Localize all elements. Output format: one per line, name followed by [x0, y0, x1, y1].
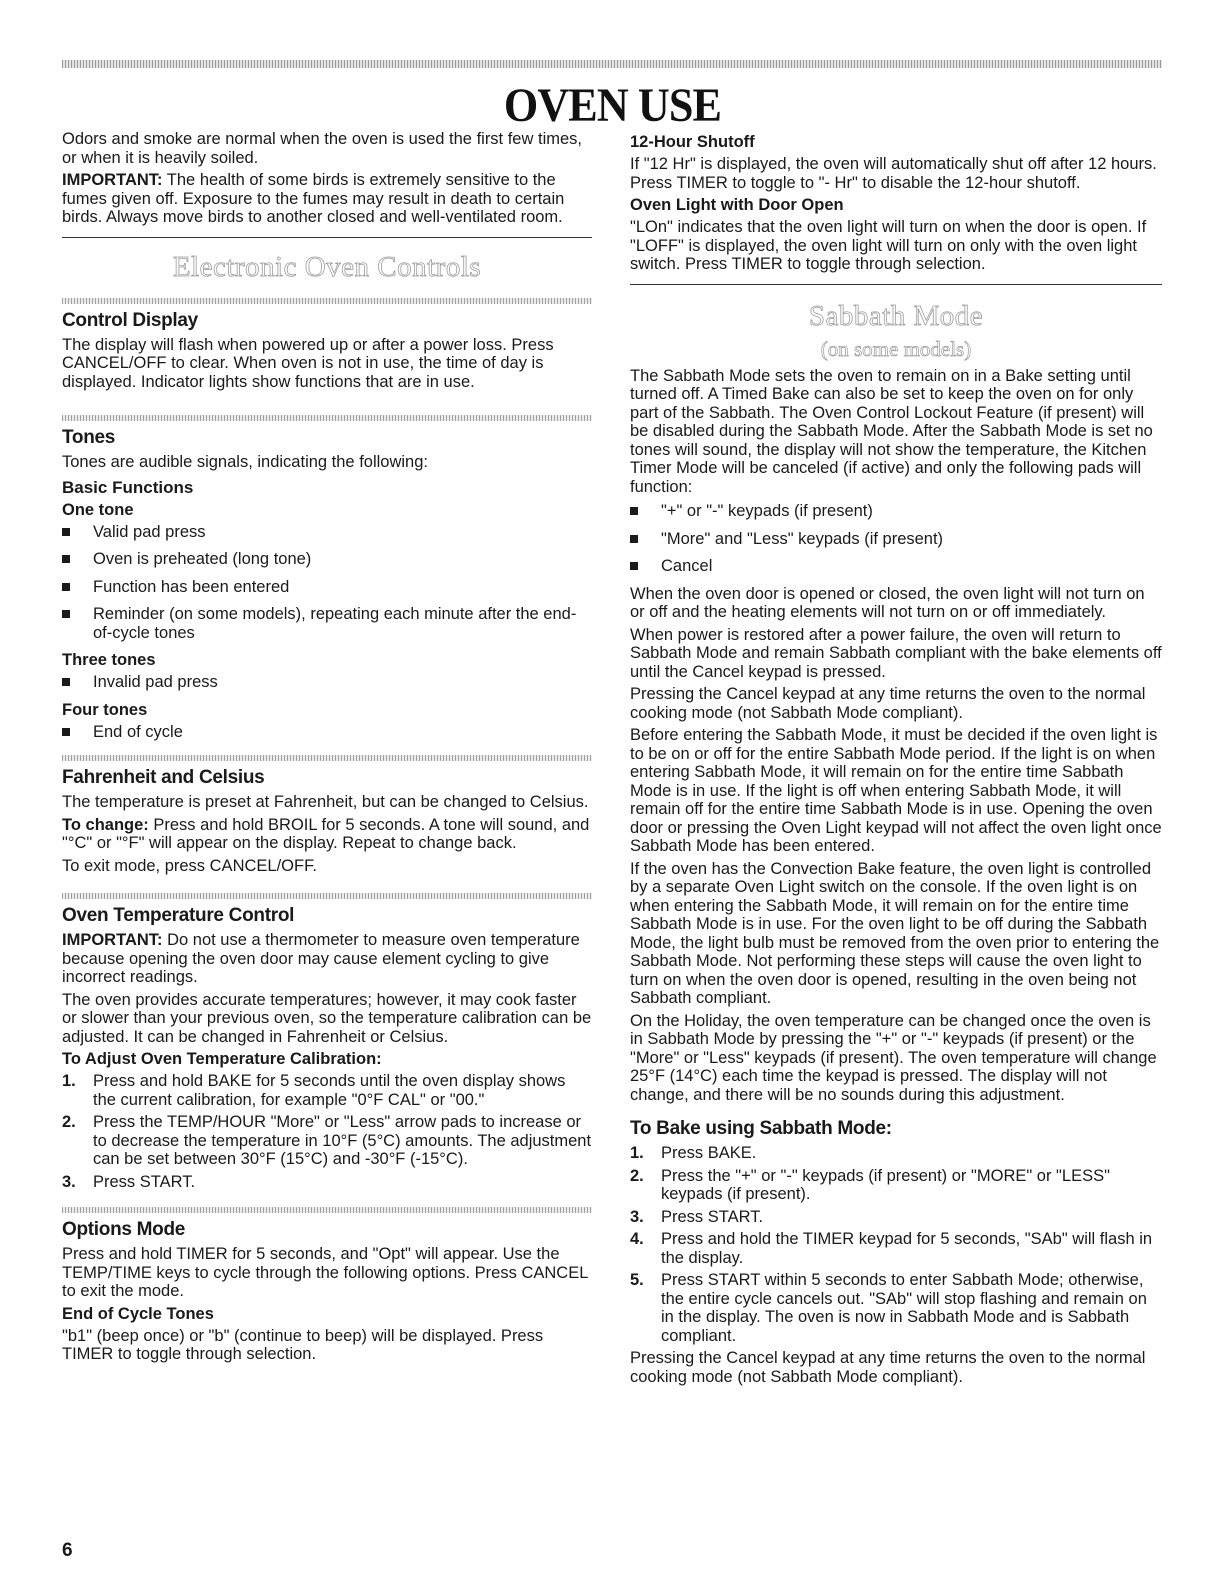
- dotted-divider: [62, 755, 592, 761]
- bullet-icon: [62, 583, 70, 591]
- sabbath-paragraph: When the oven door is opened or closed, the oven light will not turn on or off and the heating elements will not turn on or off immediately.: [630, 584, 1145, 621]
- page-title: OVEN USE: [503, 79, 722, 132]
- end-cycle-text: "b1" (beep once) or "b" (continue to beep) will be displayed. Press TIMER to toggle through selection.: [62, 1326, 544, 1363]
- control-display-text: The display will flash when powered up or after a power loss. Press CANCEL/OFF to clear. When oven is not in use, the time of day is displayed. Indicator lights show functions that are in use.: [62, 335, 554, 391]
- one-tone-heading: One tone: [62, 500, 134, 519]
- dotted-divider: [62, 298, 592, 304]
- list-item: Invalid pad press: [62, 673, 592, 692]
- sabbath-mode-subtitle: (on some models): [820, 336, 972, 361]
- sabbath-mode-title: Sabbath Mode: [808, 299, 984, 332]
- bullet-icon: [62, 678, 70, 686]
- dotted-divider: [62, 893, 592, 899]
- basic-functions-heading: Basic Functions: [62, 477, 194, 497]
- control-display-heading: Control Display: [62, 309, 198, 331]
- electronic-controls-title: Electronic Oven Controls: [172, 250, 482, 283]
- important-paragraph: [62, 171, 592, 227]
- sabbath-paragraph: Before entering the Sabbath Mode, it must be decided if the oven light is to be on or off for the entire Sabbath Mode period. If the light is on when entering Sabbath Mode, it will remain on for the entire time Sabbath Mode is in use. If the light is off when entering Sabbath Mode, it will remain off for the entire time Sabbath Mode is in use. Opening the oven door or pressing the Oven Light keypad will not affect the oven light once Sabbath Mode has been entered.: [630, 726, 1162, 855]
- end-cycle-heading: End of Cycle Tones: [62, 1304, 214, 1323]
- step-item: 5. Press START within 5 seconds to enter Sabbath Mode; otherwise, the entire cycle cancels out. "SAb" will stop flashing and remain on in the display. The oven is now in Sabbath Mode and is Sabbath compliant.: [630, 1271, 1147, 1345]
- exit-mode-text: To exit mode, press CANCEL/OFF.: [62, 856, 317, 875]
- top-rule: [62, 60, 1162, 68]
- list-item: End of cycle: [62, 723, 592, 742]
- dotted-divider: [62, 1207, 592, 1213]
- bullet-icon: [630, 507, 638, 515]
- light-door-heading: Oven Light with Door Open: [630, 196, 844, 214]
- step-item: 1. Press BAKE.: [630, 1144, 757, 1162]
- step-item: 2. Press the "+" or "-" keypads (if present) or "MORE" or "LESS" keypads (if present).: [630, 1166, 1110, 1203]
- options-mode-text: Press and hold TIMER for 5 seconds, and "Opt" will appear. Use the TEMP/TIME keys to cycle through the following options. Press CANCEL to exit the mode.: [62, 1245, 588, 1300]
- bullet-icon: [630, 535, 638, 543]
- oven-temp-heading: Oven Temperature Control: [62, 905, 295, 926]
- step-item: 3. Press START.: [62, 1172, 196, 1191]
- step-item: 3. Press START.: [630, 1207, 764, 1226]
- bullet-icon: [62, 610, 70, 618]
- options-mode-heading: Options Mode: [62, 1219, 186, 1240]
- three-tones-list: [62, 673, 592, 692]
- oven-temp-text: The oven provides accurate temperatures; however, it may cook faster or slower than your previous oven, so the temperature calibration can be adjusted. It can be changed in Fahrenheit or Celsius.: [62, 990, 592, 1046]
- section-rule: [62, 237, 592, 238]
- list-item: "+" or "-" keypads (if present): [630, 502, 1162, 521]
- list-item: "More" and "Less" keypads (if present): [630, 530, 1162, 549]
- tones-heading: Tones: [62, 427, 116, 448]
- bullet-icon: [630, 562, 638, 570]
- list-item: Oven is preheated (long tone): [62, 550, 592, 569]
- sabbath-paragraph: On the Holiday, the oven temperature can be changed once the oven is in Sabbath Mode by pressing the "+" or "-" keypads (if present) or the "More" or "Less" keypads (if present). The oven temperature will change 25°F (14°C) each time the keypad is pressed. The display will not change, and there will be no sounds during this adjustment.: [630, 1011, 1157, 1104]
- section-rule: [630, 284, 1162, 285]
- step-item: 4. Press and hold the TIMER keypad for 5 seconds, "SAb" will flash in the display.: [630, 1230, 1153, 1267]
- list-item: Function has been entered: [62, 578, 592, 597]
- shutoff-text: If "12 Hr" is displayed, the oven will automatically shut off after 12 hours. Press TIMER to toggle to "- Hr" to disable the 12-hour shutoff.: [630, 155, 1157, 192]
- important-label: IMPORTANT:: [62, 171, 163, 189]
- light-door-text: "LOn" indicates that the oven light will turn on when the door is open. If "LOFF" is displayed, the oven light will turn on only with the oven light switch. Press TIMER to toggle through selection.: [630, 218, 1147, 273]
- oven-temp-important: IMPORTANT: Do not use a thermometer to measure oven temperature because opening the oven door may cause element cycling to give incorrect readings.: [62, 931, 580, 986]
- intro-paragraph: Odors and smoke are normal when the oven is used the first few times, or when it is heavily soiled.: [62, 130, 582, 167]
- calibration-steps: [62, 1072, 592, 1191]
- left-column: [62, 130, 592, 1368]
- page-number: 6: [62, 1540, 73, 1561]
- four-tones-heading: Four tones: [62, 700, 148, 719]
- three-tones-heading: Three tones: [62, 651, 156, 669]
- list-item: Valid pad press: [62, 523, 592, 542]
- four-tones-list: [62, 723, 592, 742]
- list-item: Cancel: [630, 557, 1162, 576]
- right-column: [630, 130, 1162, 1390]
- tones-text: Tones are audible signals, indicating the following:: [62, 453, 428, 471]
- sabbath-intro: The Sabbath Mode sets the oven to remain on in a Bake setting until turned off. A Timed Bake can also be set to keep the oven on for only part of the Sabbath. The Oven Control Lockout Feature (if present) will be disabled during the Sabbath Mode. After the Sabbath Mode is set no tones will sound, the display will not show the temperature, the Kitchen Timer Mode will be canceled (if active) and only the following pads will function:: [630, 366, 1153, 496]
- sabbath-paragraph: When power is restored after a power failure, the oven will return to Sabbath Mode and remain Sabbath compliant with the bake elements off until the Cancel keypad is pressed.: [630, 625, 1162, 681]
- fahrenheit-heading: Fahrenheit and Celsius: [62, 767, 265, 788]
- sabbath-pads-list: [630, 502, 1162, 576]
- fahrenheit-text: The temperature is preset at Fahrenheit, but can be changed to Celsius.: [62, 793, 589, 811]
- bake-sabbath-steps: [630, 1144, 1162, 1345]
- bullet-icon: [62, 728, 70, 736]
- one-tone-list: [62, 523, 592, 643]
- step-item: 2. Press the TEMP/HOUR "More" or "Less" arrow pads to increase or to decrease the temperature in 10°F (5°C) amounts. The adjustment can be set between 30°F (15°C) and -30°F (-15°C).: [62, 1113, 592, 1168]
- shutoff-heading: 12-Hour Shutoff: [630, 133, 755, 151]
- step-item: 1. Press and hold BAKE for 5 seconds until the oven display shows the current calibration, for example "0°F CAL" or "00.": [62, 1072, 566, 1109]
- list-item: Reminder (on some models), repeating each minute after the end-of-cycle tones: [62, 605, 592, 642]
- sabbath-paragraph: If the oven has the Convection Bake feature, the oven light is controlled by a separate Oven Light switch on the console. If the oven light is on when entering the Sabbath Mode, it will remain on for the entire time Sabbath Mode is in use. For the oven light to be off during the Sabbath Mode, the light bulb must be removed from the oven prior to entering the Sabbath Mode. Not performing these steps will cause the oven light to turn on when the oven door is opened, resulting in the oven being not Sabbath compliant.: [630, 859, 1160, 1007]
- closing-paragraph: Pressing the Cancel keypad at any time returns the oven to the normal cooking mode (not Sabbath Mode compliant).: [630, 1349, 1146, 1386]
- bullet-icon: [62, 555, 70, 563]
- sabbath-paragraph: Pressing the Cancel keypad at any time returns the oven to the normal cooking mode (not Sabbath Mode compliant).: [630, 685, 1146, 722]
- important-text: The health of some birds is extremely sensitive to the fumes given off. Exposure to the fumes may result in death to certain birds. Always move birds to another closed and well-ventilated room.: [62, 171, 565, 226]
- adjust-calibration-heading: To Adjust Oven Temperature Calibration:: [62, 1050, 382, 1068]
- dotted-divider: [62, 415, 592, 421]
- bullet-icon: [62, 528, 70, 536]
- bake-sabbath-heading: To Bake using Sabbath Mode:: [630, 1118, 892, 1139]
- to-change-paragraph: To change: Press and hold BROIL for 5 seconds. A tone will sound, and "°C" or "°F" will appear on the display. Repeat to change back.: [62, 815, 590, 852]
